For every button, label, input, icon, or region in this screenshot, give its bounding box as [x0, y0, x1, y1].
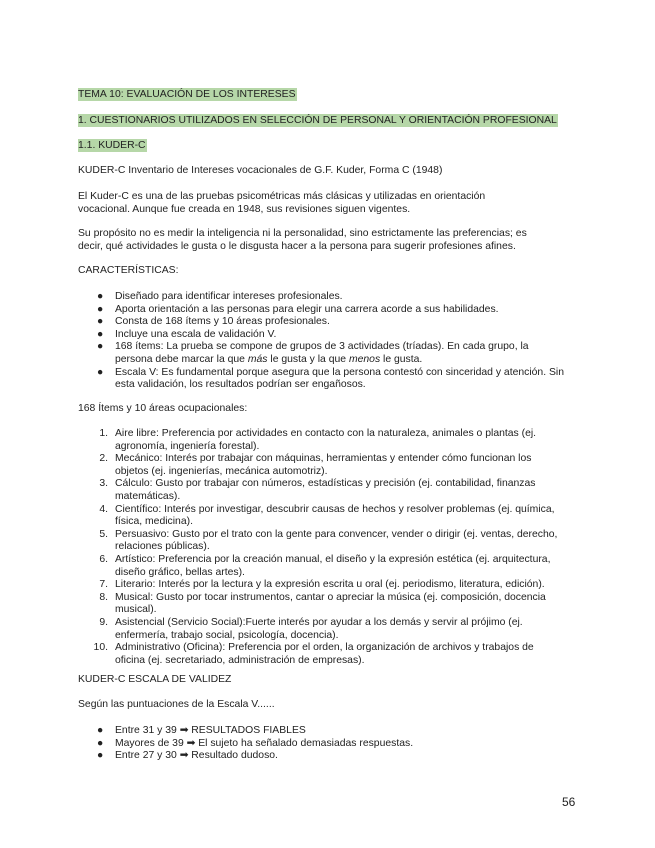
- caracteristicas-title: CARACTERÍSTICAS:: [78, 265, 179, 276]
- list-item: 9. Asistencial (Servicio Social):Fuerte interés por ayudar a los demás y servir al prójimo (ej. enfermería, trabajo social, psicología, docencia).: [99, 616, 523, 641]
- page-number: 56: [562, 795, 576, 809]
- bullet-icon: ●: [97, 737, 104, 749]
- list-item: 4. Científico: Interés por investigar, descubrir causas de hechos y resolver problemas (ej. química, física, medicina).: [99, 503, 555, 528]
- list-item: 10. Administrativo (Oficina): Preferencia por el orden, la organización de archivos y trabajos de oficina (ej. secretariado, administración de empresas).: [93, 642, 534, 666]
- paragraph-1: El Kuder-C es una de las pruebas psicométricas más clásicas y utilizadas en orientación vocacional. Aunque fue creada en 1948, sus revisiones siguen vigentes.: [78, 191, 486, 215]
- bullet-icon: ●: [97, 366, 104, 378]
- list-item: ● Entre 27 y 30 ➡ Resultado dudoso.: [97, 750, 278, 762]
- list-item: 1. Aire libre: Preferencia por actividades en contacto con la naturaleza, animales o plantas (ej. agronomía, ingeniería forestal).: [99, 428, 537, 452]
- list-item: ● 168 ítems: La prueba se compone de grupos de 3 actividades (tríadas). En cada grupo, la persona debe marcar la que más le gusta y la que menos le gusta.: [97, 341, 529, 365]
- list-item: 7. Literario: Interés por la lectura y la expresión escrita u oral (ej. periodismo, literatura, edición).: [99, 579, 545, 591]
- list-item: ● Incluye una escala de validación V.: [97, 328, 277, 340]
- validez-title: KUDER-C ESCALA DE VALIDEZ: [78, 674, 232, 685]
- bullet-icon: ●: [97, 316, 104, 328]
- bullet-icon: ●: [97, 341, 104, 353]
- areas-list: [78, 428, 585, 667]
- list-item: ● Consta de 168 ítems y 10 áreas profesionales.: [97, 316, 330, 328]
- list-item: 6. Artístico: Preferencia por la creación manual, el diseño y la expresión estética (ej. arquitectura, diseño gráfico, bellas artes).: [99, 553, 551, 578]
- validez-intro: Según las puntuaciones de la Escala V......: [78, 699, 275, 710]
- intro-line: KUDER-C Inventario de Intereses vocacionales de G.F. Kuder, Forma C (1948): [78, 165, 443, 176]
- list-item: 5. Persuasivo: Gusto por el trato con la gente para convencer, vender o dirigir (ej. ventas, derecho, relaciones públicas).: [99, 528, 558, 553]
- list-item: ● Aporta orientación a las personas para elegir una carrera acorde a sus habilidades.: [97, 303, 499, 315]
- bullet-icon: ●: [97, 291, 104, 302]
- list-item: ● Mayores de 39 ➡ El sujeto ha señalado demasiadas respuestas.: [97, 737, 414, 749]
- main-heading: TEMA 10: EVALUACIÓN DE LOS INTERESES: [78, 89, 296, 100]
- bullet-icon: ●: [97, 725, 104, 736]
- list-item: ● Diseñado para identificar intereses profesionales.: [97, 291, 343, 302]
- list-item: 8. Musical: Gusto por tocar instrumentos, cantar o apreciar la música (ej. composición, docencia musical).: [99, 591, 546, 616]
- list-item: ● Escala V: Es fundamental porque asegura que la persona contestó con sinceridad y atención. Sin esta validación, los resultados podrían ser engañosos.: [97, 366, 565, 391]
- validez-list: [78, 725, 585, 763]
- bullet-icon: ●: [97, 328, 104, 340]
- subsection-heading: 1.1. KUDER-C: [78, 140, 146, 151]
- section-heading: 1. CUESTIONARIOS UTILIZADOS EN SELECCIÓN DE PERSONAL Y ORIENTACIÓN PROFESIONAL: [78, 115, 557, 126]
- bullet-icon: ●: [97, 303, 104, 315]
- areas-title: 168 Ítems y 10 áreas ocupacionales:: [78, 403, 248, 414]
- list-item: 2. Mecánico: Interés por trabajar con máquinas, herramientas y entender cómo funcionan los objetos (ej. ingenierías, mecánica automotriz).: [99, 453, 532, 477]
- list-item: ● Entre 31 y 39 ➡ RESULTADOS FIABLES: [97, 725, 306, 736]
- bullet-icon: ●: [97, 750, 104, 762]
- caracteristicas-list: [78, 291, 585, 392]
- paragraph-2: Su propósito no es medir la inteligencia ni la personalidad, sino estrictamente las preferencias; es decir, qué actividades le gusta o le disgusta hacer a la persona para sugerir profesiones afines.: [78, 228, 527, 252]
- list-item: 3. Cálculo: Gusto por trabajar con números, estadísticas y precisión (ej. contabilidad, finanzas matemáticas).: [99, 478, 536, 502]
